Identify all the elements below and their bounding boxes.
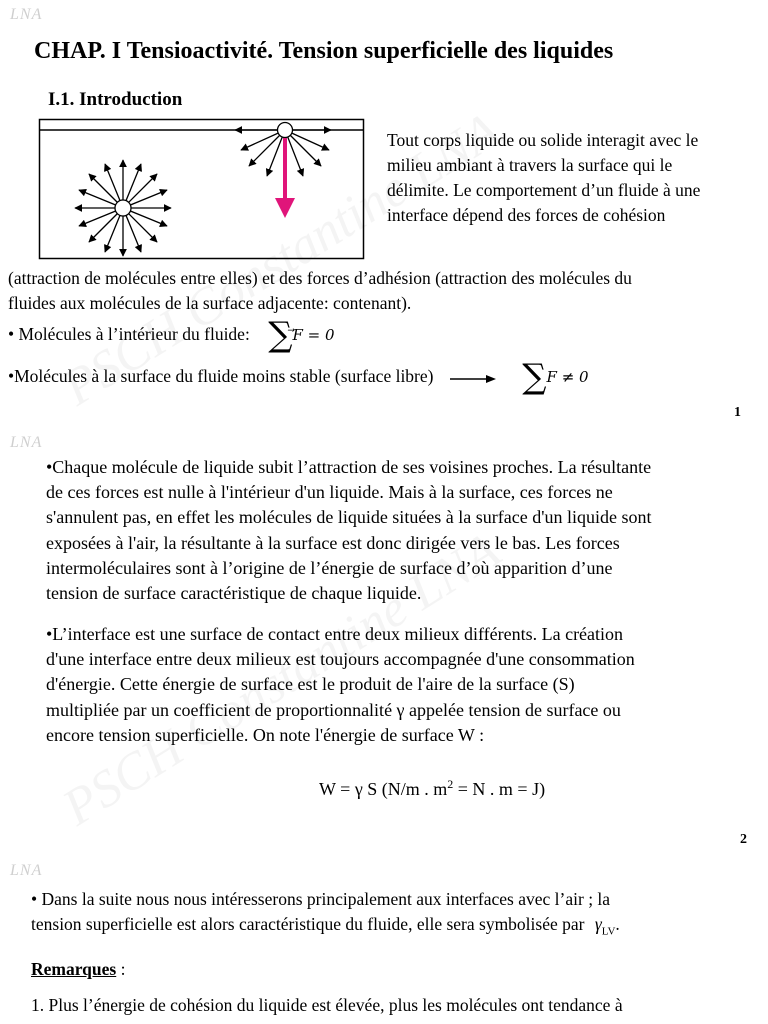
molecule-forces-diagram (38, 118, 366, 262)
text-line: délimite. Le comportement d’un fluide à une (387, 180, 701, 200)
text-line: tension superficielle est alors caractéristique du fluide, elle sera symbolisée par $\gamma_{LV}$. (31, 914, 620, 938)
chapter-title: CHAP. I Tensioactivité. Tension superficielle des liquides (34, 38, 614, 64)
text-line: d'une interface entre deux milieux est toujours accompagnée d'une consommation (46, 649, 635, 670)
paragraph-forces (46, 455, 766, 606)
page-number: 1 (734, 405, 741, 420)
watermark-logo: LNA (10, 862, 43, 879)
intro-continuation (8, 266, 764, 316)
sigma-icon: ∑ (522, 357, 547, 397)
watermark-logo: LNA (10, 434, 43, 451)
surface-energy-formula: W = γ S (N/m . $m^2 = N$ . m = J) (319, 777, 546, 799)
text-line: intermoléculaires sont à l’origine de l’énergie de surface d’où apparition d’une (46, 557, 613, 578)
bullet-text: •Molécules à la surface du fluide moins stable (surface libre) (8, 366, 434, 386)
paragraph-interface (46, 622, 766, 748)
text-line: interface dépend des forces de cohésion (387, 205, 666, 225)
text-line: fluides aux molécules de la surface adjacente: contenant). (8, 293, 412, 313)
text-line: d'énergie. Cette énergie de surface est le produit de l'aire de la surface (S) (46, 674, 575, 695)
text-line: milieu ambiant à travers la surface qui le (387, 155, 673, 175)
bullet-text: • Molécules à l’intérieur du fluide: (8, 324, 250, 344)
text-line: exposées à l'air, la résultante à la surface est donc dirigée vers le bas. Les forces (46, 532, 620, 553)
text-line: multipliée par un coefficient de proportionnalité γ appelée tension de surface ou (46, 699, 621, 720)
remark-1: 1. Plus l’énergie de cohésion du liquide est élevée, plus les molécules ont tendance à (31, 995, 623, 1015)
text-line: •Chaque molécule de liquide subit l’attraction de ses voisines proches. La résultante (46, 457, 652, 477)
paragraph-air-interface (31, 887, 766, 945)
section-heading: I.1. Introduction (48, 89, 183, 110)
implies-arrow-icon (450, 365, 496, 390)
sigma-icon: ∑ (268, 315, 293, 355)
text-line: • Dans la suite nous nous intéresserons principalement aux interfaces avec l’air ; la (31, 889, 611, 909)
bullet-surface (8, 357, 589, 397)
sum-nonzero-formula: ∑F ≠ 0 (522, 357, 589, 397)
text-line: tension de surface caractéristique de chaque liquide. (46, 583, 422, 604)
text-line: s'annulent pas, en effet les molécules de liquide situées à la surface d'un liquide sont (46, 507, 652, 528)
text-line: Tout corps liquide ou solide interagit avec le (387, 130, 699, 150)
watermark-logo: LNA (10, 6, 43, 23)
text-line: de ces forces est nulle à l'intérieur d'un liquide. Mais à la surface, ces forces ne (46, 482, 613, 503)
remarks-heading: Remarques : (31, 959, 126, 979)
page-number: 2 (740, 832, 747, 847)
container-box (40, 120, 364, 259)
text-line: •L’interface est une surface de contact entre deux milieux différents. La création (46, 624, 624, 644)
text-line: encore tension superficielle. On note l'énergie de surface W : (46, 724, 485, 745)
text-line: (attraction de molécules entre elles) et des forces d’adhésion (attraction des molécules du (8, 268, 632, 288)
gamma-symbol: γ (594, 914, 602, 934)
intro-text (387, 128, 767, 228)
sum-zero-formula: ∑F = 0 (268, 315, 335, 355)
bullet-interior (8, 315, 335, 355)
